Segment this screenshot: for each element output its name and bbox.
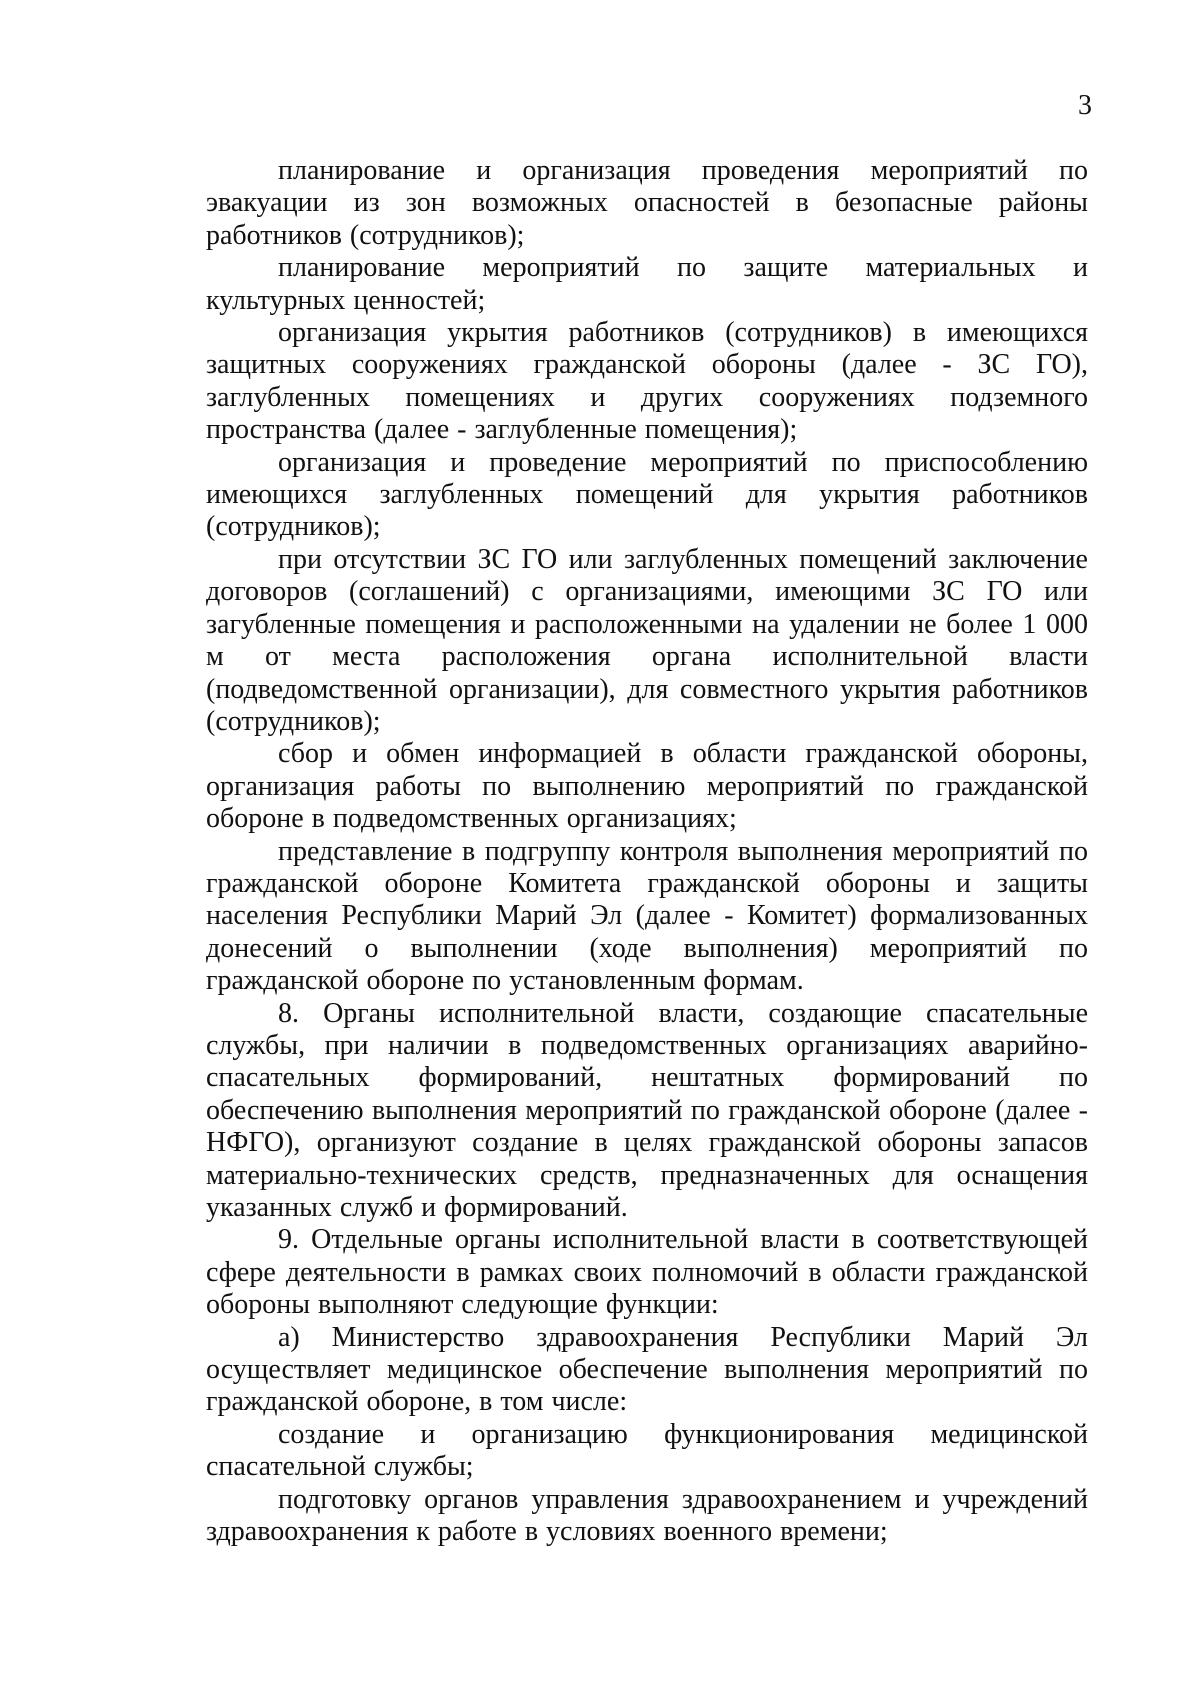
page-number: 3: [1078, 90, 1092, 121]
paragraph: планирование и организация проведения мероприятий по эвакуации из зон возможных опасностей в безопасные районы работников (сотрудников);: [206, 155, 1088, 251]
paragraph: 9. Отдельные органы исполнительной власти в соответствующей сфере деятельности в рамках своих полномочий в области гражданской обороны выполняют следующие функции:: [206, 1224, 1088, 1321]
paragraph: сбор и обмен информацией в области гражданской обороны, организация работы по выполнению мероприятий по гражданской обороне в подведомственных организациях;: [206, 738, 1088, 835]
paragraph: представление в подгруппу контроля выполнения мероприятий по гражданской обороне Комитета гражданской обороны и защиты населения Республики Марий Эл (далее - Комитет) формализованных донесений о выполнении (ходе выполнения) мероприятий по гражданской обороне по установленным формам.: [206, 835, 1088, 997]
paragraph: при отсутствии ЗС ГО или заглубленных помещений заключение договоров (соглашений) с организациями, имеющими ЗС ГО или загубленные помещения и расположенными на удалении не более 1 000 м от места расположения органа исполнительной власти (подведомственной организации), для совместного укрытия работников (сотрудников);: [206, 543, 1088, 737]
paragraph: 8. Органы исполнительной власти, создающие спасательные службы, при наличии в подведомственных организациях аварийно-спасательных формирований, нештатных формирований по обеспечению выполнения мероприятий по гражданской обороне (далее - НФГО), организуют создание в целях гражданской обороны запасов материально-технических средств, предназначенных для оснащения указанных служб и формирований.: [206, 997, 1088, 1223]
paragraph: создание и организацию функционирования медицинской спасательной службы;: [206, 1418, 1088, 1483]
paragraph: организация и проведение мероприятий по приспособлению имеющихся заглубленных помещений для укрытия работников (сотрудников);: [206, 446, 1088, 543]
paragraph: а) Министерство здравоохранения Республики Марий Эл осуществляет медицинское обеспечение выполнения мероприятий по гражданской обороне, в том числе:: [206, 1321, 1088, 1418]
paragraph: организация укрытия работников (сотрудников) в имеющихся защитных сооружениях гражданской обороны (далее - ЗС ГО), заглубленных помещениях и других сооружениях подземного пространства (далее - заглубленные помещения);: [206, 317, 1088, 446]
body-text: [206, 155, 1088, 1548]
paragraph: подготовку органов управления здравоохранением и учреждений здравоохранения к работе в условиях военного времени;: [206, 1483, 1088, 1548]
paragraph: планирование мероприятий по защите материальных и культурных ценностей;: [206, 252, 1088, 316]
